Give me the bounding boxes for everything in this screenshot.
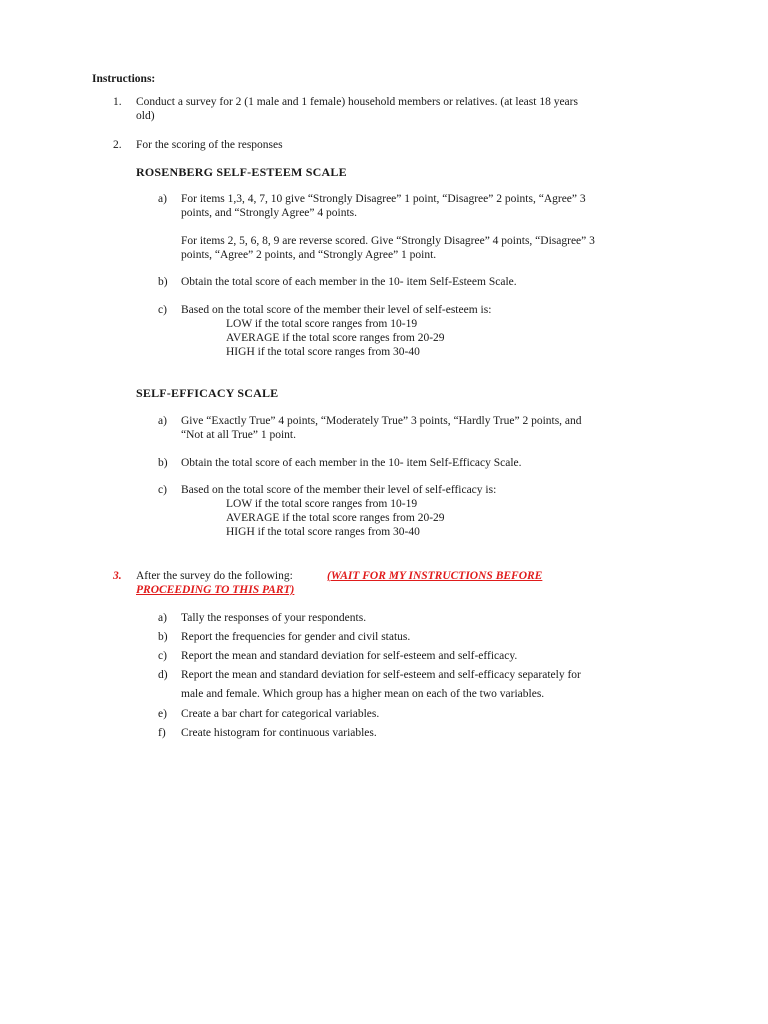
efficacy-b-label: b) [158, 457, 168, 469]
item-3-text: After the survey do the following: [136, 570, 293, 582]
rosenberg-b-label: b) [158, 276, 168, 288]
rosenberg-a-line2: points, and “Strongly Agree” 4 points. [181, 207, 357, 219]
rosenberg-level-average: AVERAGE if the total score ranges from 20-29 [226, 332, 445, 344]
rosenberg-level-low: LOW if the total score ranges from 10-19 [226, 318, 418, 330]
task-e-text: Create a bar chart for categorical variables. [181, 708, 380, 720]
efficacy-level-low: LOW if the total score ranges from 10-19 [226, 498, 418, 510]
efficacy-level-average: AVERAGE if the total score ranges from 20-29 [226, 512, 445, 524]
rosenberg-b-text: Obtain the total score of each member in the 10- item Self-Esteem Scale. [181, 276, 517, 288]
task-b-text: Report the frequencies for gender and civil status. [181, 631, 411, 643]
efficacy-a-line1: Give “Exactly True” 4 points, “Moderately True” 3 points, “Hardly True” 2 points, and [181, 415, 582, 427]
efficacy-level-high: HIGH if the total score ranges from 30-40 [226, 526, 420, 538]
task-f-label: f) [158, 727, 166, 739]
item-3-notice-line2: PROCEEDING TO THIS PART) [136, 584, 295, 596]
rosenberg-c-text: Based on the total score of the member their level of self-esteem is: [181, 304, 492, 316]
instructions-heading: Instructions: [92, 73, 156, 85]
rosenberg-a-line4: points, “Agree” 2 points, and “Strongly Agree” 1 point. [181, 249, 437, 261]
rosenberg-level-high: HIGH if the total score ranges from 30-40 [226, 346, 420, 358]
rosenberg-a-label: a) [158, 193, 167, 205]
efficacy-c-label: c) [158, 484, 167, 496]
task-a-label: a) [158, 612, 167, 624]
self-efficacy-scale-heading: SELF-EFFICACY SCALE [136, 386, 279, 400]
rosenberg-c-label: c) [158, 304, 167, 316]
rosenberg-a-line1: For items 1,3, 4, 7, 10 give “Strongly Disagree” 1 point, “Disagree” 2 points, “Agree” 3 [181, 193, 586, 205]
task-d-label: d) [158, 669, 168, 681]
task-b-label: b) [158, 631, 168, 643]
task-e-label: e) [158, 708, 167, 720]
efficacy-a-label: a) [158, 415, 167, 427]
rosenberg-scale-heading: ROSENBERG SELF-ESTEEM SCALE [136, 165, 347, 179]
efficacy-b-text: Obtain the total score of each member in the 10- item Self-Efficacy Scale. [181, 457, 522, 469]
efficacy-c-text: Based on the total score of the member their level of self-efficacy is: [181, 484, 497, 496]
item-1-text-line2: old) [136, 110, 155, 122]
task-f-text: Create histogram for continuous variables. [181, 727, 377, 739]
rosenberg-a-line3: For items 2, 5, 6, 8, 9 are reverse scored. Give “Strongly Disagree” 4 points, “Disagree” 3 [181, 235, 595, 247]
task-a-text: Tally the responses of your respondents. [181, 612, 367, 624]
task-c-text: Report the mean and standard deviation for self-esteem and self-efficacy. [181, 650, 518, 662]
item-3-notice-line1: (WAIT FOR MY INSTRUCTIONS BEFORE [327, 570, 543, 582]
item-1-number: 1. [113, 96, 122, 108]
task-c-label: c) [158, 650, 167, 662]
item-1-text-line1: Conduct a survey for 2 (1 male and 1 female) household members or relatives. (at least 18 years [136, 96, 578, 108]
item-3-number: 3. [113, 570, 122, 582]
task-d-text-line1: Report the mean and standard deviation for self-esteem and self-efficacy separately for [181, 669, 581, 681]
item-2-text: For the scoring of the responses [136, 139, 283, 151]
efficacy-a-line2: “Not at all True” 1 point. [181, 429, 296, 441]
item-2-number: 2. [113, 139, 122, 151]
task-d-text-line2: male and female. Which group has a higher mean on each of the two variables. [181, 688, 545, 700]
